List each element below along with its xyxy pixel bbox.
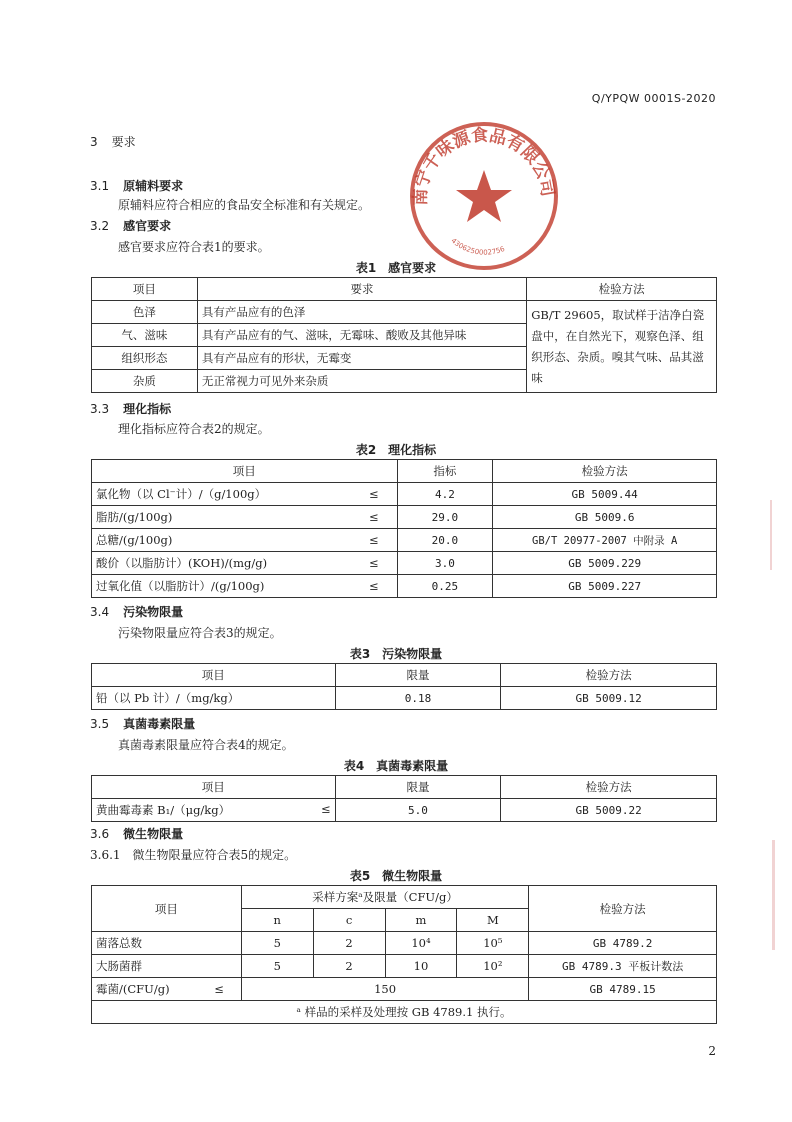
table-cell: GB 5009.229 <box>493 552 717 575</box>
table-cell: 具有产品应有的气、滋味，无霉味、酸败及其他异味 <box>197 324 526 347</box>
table-cell: 色泽 <box>92 301 198 324</box>
section-3-6-1-text: 3.6.1 微生物限量应符合表5的规定。 <box>90 848 297 862</box>
table-header: 项目 <box>92 278 198 301</box>
table-row <box>92 978 717 1001</box>
table-row <box>92 1001 717 1024</box>
table5-microbial <box>91 885 717 1024</box>
table-row <box>92 687 717 710</box>
table-cell: ≤ <box>197 978 241 1001</box>
table-header: 检验方法 <box>501 664 717 687</box>
table-header: 检验方法 <box>493 460 717 483</box>
table-row <box>92 955 717 978</box>
table-cell: 5 <box>241 955 313 978</box>
section-3-heading: 3 要求 <box>90 135 136 149</box>
table-cell: 脂肪/(g/100g) <box>92 506 352 529</box>
table-cell: 黄曲霉毒素 B₁/（μg/kg） ≤ <box>92 799 336 822</box>
table-cell: ≤ <box>351 483 397 506</box>
table-cell: GB 4789.2 <box>529 932 717 955</box>
table-header: 检验方法 <box>529 886 717 932</box>
table-subheader: c <box>313 909 385 932</box>
table-cell: 菌落总数 <box>92 932 242 955</box>
table-header: 限量 <box>335 664 501 687</box>
table-cell: 铅（以 Pb 计）/（mg/kg） <box>92 687 336 710</box>
svg-text:4306250002756 <box>450 237 507 257</box>
table-cell: 无正常视力可见外来杂质 <box>197 370 526 393</box>
table-header: 项目 <box>92 664 336 687</box>
document-code: Q/YPQW 0001S-2020 <box>591 92 716 105</box>
table5-footnote: ᵃ 样品的采样及处理按 GB 4789.1 执行。 <box>92 1001 717 1024</box>
table-row <box>92 664 717 687</box>
table-row <box>92 460 717 483</box>
table-cell: GB 5009.22 <box>501 799 717 822</box>
table-cell: GB 5009.227 <box>493 575 717 598</box>
table-header: 采样方案ᵃ及限量（CFU/g） <box>241 886 528 909</box>
margin-mark <box>772 840 783 950</box>
table-cell: 酸价（以脂肪计）(KOH)/(mg/g) <box>92 552 352 575</box>
table1-caption: 表1 感官要求 <box>355 261 437 275</box>
table1-method-cell: GB/T 29605，取试样于洁净白瓷盘中，在自然光下，观察色泽、组织形态、杂质。嗅其气味、品其滋味 <box>527 301 717 393</box>
table-cell: 组织形态 <box>92 347 198 370</box>
table-row <box>92 932 717 955</box>
table-cell: 10⁵ <box>457 932 529 955</box>
table-cell: 3.0 <box>397 552 493 575</box>
table-header: 项目 <box>92 776 336 799</box>
table-subheader: m <box>385 909 457 932</box>
table4-mycotoxins <box>91 775 717 822</box>
table-cell: 具有产品应有的色泽 <box>197 301 526 324</box>
table-header: 要求 <box>197 278 526 301</box>
company-seal-stamp <box>406 118 562 274</box>
section-3-6-heading: 3.6 微生物限量 <box>90 827 184 841</box>
seal-code: 4306250002756 <box>449 236 506 257</box>
section-3-4-heading: 3.4 污染物限量 <box>90 605 184 619</box>
table2-physicochemical <box>91 459 717 598</box>
page-number: 2 <box>708 1044 716 1058</box>
table-cell: GB 4789.3 平板计数法 <box>529 955 717 978</box>
table-row <box>92 799 717 822</box>
section-3-2-text: 感官要求应符合表1的要求。 <box>118 240 270 254</box>
table-header: 指标 <box>397 460 493 483</box>
table-cell: ≤ <box>351 529 397 552</box>
section-3-4-text: 污染物限量应符合表3的规定。 <box>118 626 282 640</box>
table-cell: 10 <box>385 955 457 978</box>
table-row <box>92 506 717 529</box>
table-header: 检验方法 <box>501 776 717 799</box>
table-row <box>92 483 717 506</box>
table-cell: 具有产品应有的形状，无霉变 <box>197 347 526 370</box>
table-cell: 2 <box>313 932 385 955</box>
section-3-1-heading: 3.1 原辅料要求 <box>90 179 184 193</box>
table-cell: 0.25 <box>397 575 493 598</box>
table-cell: 气、滋味 <box>92 324 198 347</box>
section-3-3-heading: 3.3 理化指标 <box>90 402 172 416</box>
table-row <box>92 529 717 552</box>
table-cell: 10² <box>457 955 529 978</box>
table-cell: 5 <box>241 932 313 955</box>
table-subheader: M <box>457 909 529 932</box>
table-cell: 大肠菌群 <box>92 955 242 978</box>
table-cell: GB 5009.44 <box>493 483 717 506</box>
table-cell: ≤ <box>351 506 397 529</box>
table-cell: 10⁴ <box>385 932 457 955</box>
table-subheader: n <box>241 909 313 932</box>
table-cell: ≤ <box>351 552 397 575</box>
table-cell: GB 5009.12 <box>501 687 717 710</box>
seal-text: 南宁千味源食品有限公司 <box>410 125 558 206</box>
table-row <box>92 886 717 909</box>
section-3-5-heading: 3.5 真菌毒素限量 <box>90 717 196 731</box>
table-header: 检验方法 <box>527 278 717 301</box>
section-3-2-heading: 3.2 感官要求 <box>90 219 172 233</box>
table3-caption: 表3 污染物限量 <box>349 647 443 661</box>
table3-contaminants <box>91 663 717 710</box>
table-cell: 4.2 <box>397 483 493 506</box>
table-row <box>92 776 717 799</box>
table-cell: 5.0 <box>335 799 501 822</box>
table-row <box>92 575 717 598</box>
table-header: 项目 <box>92 460 398 483</box>
table-cell: 0.18 <box>335 687 501 710</box>
table-cell: 29.0 <box>397 506 493 529</box>
table-cell: 杂质 <box>92 370 198 393</box>
section-3-5-text: 真菌毒素限量应符合表4的规定。 <box>118 738 294 752</box>
table4-caption: 表4 真菌毒素限量 <box>343 759 449 773</box>
section-3-1-text: 原辅料应符合相应的食品安全标准和有关规定。 <box>118 198 371 212</box>
table-cell: 总糖/(g/100g) <box>92 529 352 552</box>
table-cell: GB/T 20977-2007 中附录 A <box>493 529 717 552</box>
table-cell: 过氧化值（以脂肪计）/(g/100g) <box>92 575 352 598</box>
table-cell: 2 <box>313 955 385 978</box>
table1-sensory <box>91 277 717 393</box>
table-cell: ≤ <box>351 575 397 598</box>
table-cell: 150 <box>241 978 528 1001</box>
margin-mark <box>770 500 780 570</box>
table-cell: GB 4789.15 <box>529 978 717 1001</box>
section-3-3-text: 理化指标应符合表2的规定。 <box>118 422 270 436</box>
table2-caption: 表2 理化指标 <box>355 443 437 457</box>
table-row <box>92 552 717 575</box>
table-row <box>92 278 717 301</box>
table-cell: 霉菌/(CFU/g) <box>92 978 198 1001</box>
table-header: 项目 <box>92 886 242 932</box>
table5-caption: 表5 微生物限量 <box>349 869 443 883</box>
table-cell: GB 5009.6 <box>493 506 717 529</box>
table-row <box>92 301 717 324</box>
table-cell: 氯化物（以 Cl⁻计）/（g/100g） <box>92 483 352 506</box>
table-cell: 20.0 <box>397 529 493 552</box>
table-header: 限量 <box>335 776 501 799</box>
